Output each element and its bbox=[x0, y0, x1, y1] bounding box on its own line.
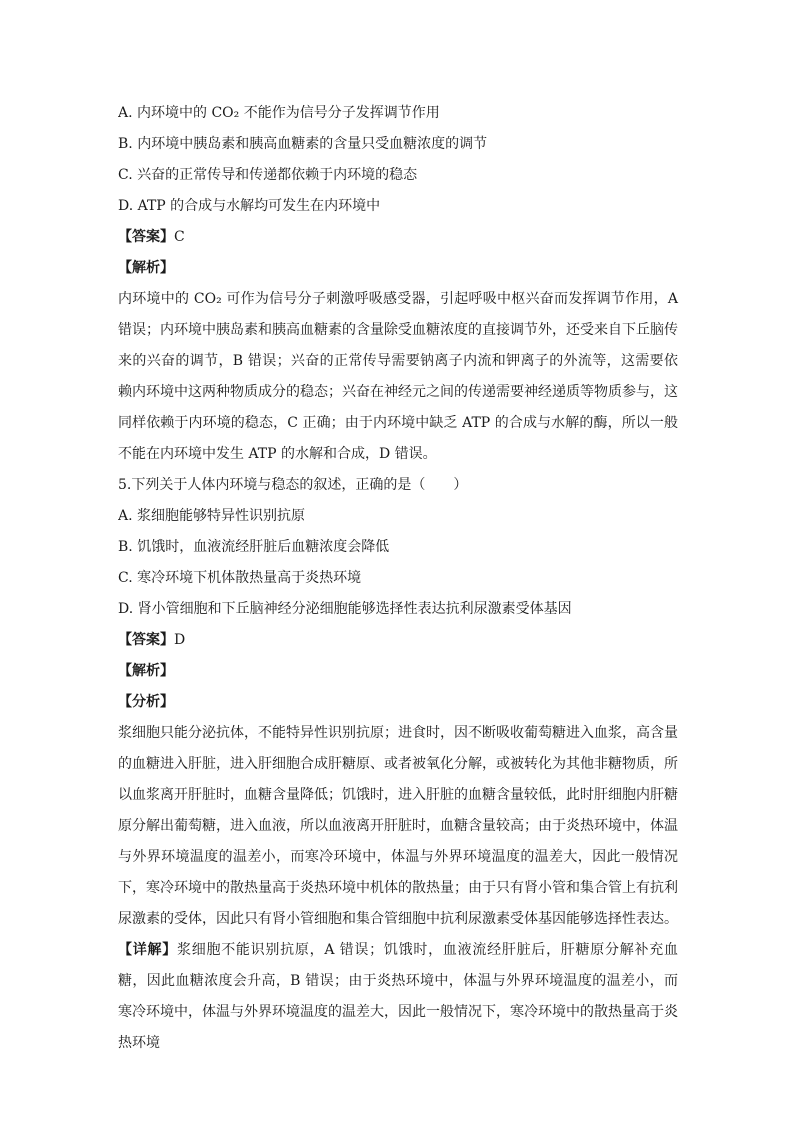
q5-option-b: B. 饥饿时，血液流经肝脏后血糖浓度会降低 bbox=[118, 539, 390, 555]
q5-xiangjie bbox=[118, 935, 678, 1059]
q4-option-d: D. ATP 的合成与水解均可发生在内环境中 bbox=[118, 198, 381, 214]
q5-option-c: C. 寒冷环境下机体散热量高于炎热环境 bbox=[118, 570, 362, 586]
q4-analysis-tag: 【解析】 bbox=[118, 260, 174, 276]
q4-answer-value: C bbox=[174, 229, 185, 245]
q5-xiangjie-tag: 【详解】 bbox=[118, 942, 177, 958]
q4-answer bbox=[118, 222, 678, 253]
q4-analysis-heading bbox=[118, 253, 678, 284]
q5-stem: 5.下列关于人体内环境与稳态的叙述，正确的是（ ） bbox=[118, 477, 468, 493]
q5-answer-value: D bbox=[174, 632, 186, 648]
q5-option-a: A. 浆细胞能够特异性识别抗原 bbox=[118, 508, 306, 524]
q5-analysis-tag: 【解析】 bbox=[118, 663, 174, 679]
q4-answer-tag: 【答案】 bbox=[118, 229, 174, 245]
q5-fenxi-heading bbox=[118, 687, 678, 718]
q5-fenxi-tag: 【分析】 bbox=[118, 694, 174, 710]
q4-option-c: C. 兴奋的正常传导和传递都依赖于内环境的稳态 bbox=[118, 167, 418, 183]
q4-option-a: A. 内环境中的 CO₂ 不能作为信号分子发挥调节作用 bbox=[118, 105, 440, 121]
q4-option-b: B. 内环境中胰岛素和胰高血糖素的含量只受血糖浓度的调节 bbox=[118, 136, 488, 152]
document-page bbox=[118, 98, 678, 1059]
q5-answer bbox=[118, 625, 678, 656]
q5-analysis-heading bbox=[118, 656, 678, 687]
q5-answer-tag: 【答案】 bbox=[118, 632, 174, 648]
q4-analysis-text: 内环境中的 CO₂ 可作为信号分子刺激呼吸感受器，引起呼吸中枢兴奋而发挥调节作用，A 错误；内环境中胰岛素和胰高血糖素的含量除受血糖浓度的直接调节外，还受来自下丘脑传来的兴奋的调节，B 错误；兴奋的正常传导需要钠离子内流和钾离子的外流等，这需要依赖内环境中这两种物质成分的稳态；兴奋在神经元之间的传递需要神经递质等物质参与，这同样依赖于内环境的稳态，C 正确；由于内环境中缺乏 ATP 的合成与水解的酶，所以一般不能在内环境中发生 ATP 的水解和合成，D 错误。 bbox=[118, 291, 678, 462]
q5-fenxi-text: 浆细胞只能分泌抗体，不能特异性识别抗原；进食时，因不断吸收葡萄糖进入血浆，高含量的血糖进入肝脏，进入肝细胞合成肝糖原、或者被氧化分解，或被转化为其他非糖物质，所以血浆离开肝脏时，血糖含量降低；饥饿时，进入肝脏的血糖含量较低，此时肝细胞内肝糖原分解出葡萄糖，进入血液，所以血液离开肝脏时，血糖含量较高；由于炎热环境中，体温与外界环境温度的温差小，而寒冷环境中，体温与外界环境温度的温差大，因此一般情况下，寒冷环境中的散热量高于炎热环境中机体的散热量；由于只有肾小管和集合管上有抗利尿激素的受体，因此只有肾小管细胞和集合管细胞中抗利尿激素受体基因能够选择性表达。 bbox=[118, 725, 678, 927]
q5-xiangjie-text: 浆细胞不能识别抗原，A 错误；饥饿时，血液流经肝脏后，肝糖原分解补充血糖，因此血糖浓度会升高，B 错误；由于炎热环境中，体温与外界环境温度的温差小，而寒冷环境中，体温与外界环境温度的温差大，因此一般情况下，寒冷环境中的散热量高于炎热环境 bbox=[118, 942, 678, 1051]
q5-option-d: D. 肾小管细胞和下丘脑神经分泌细胞能够选择性表达抗利尿激素受体基因 bbox=[118, 601, 572, 617]
